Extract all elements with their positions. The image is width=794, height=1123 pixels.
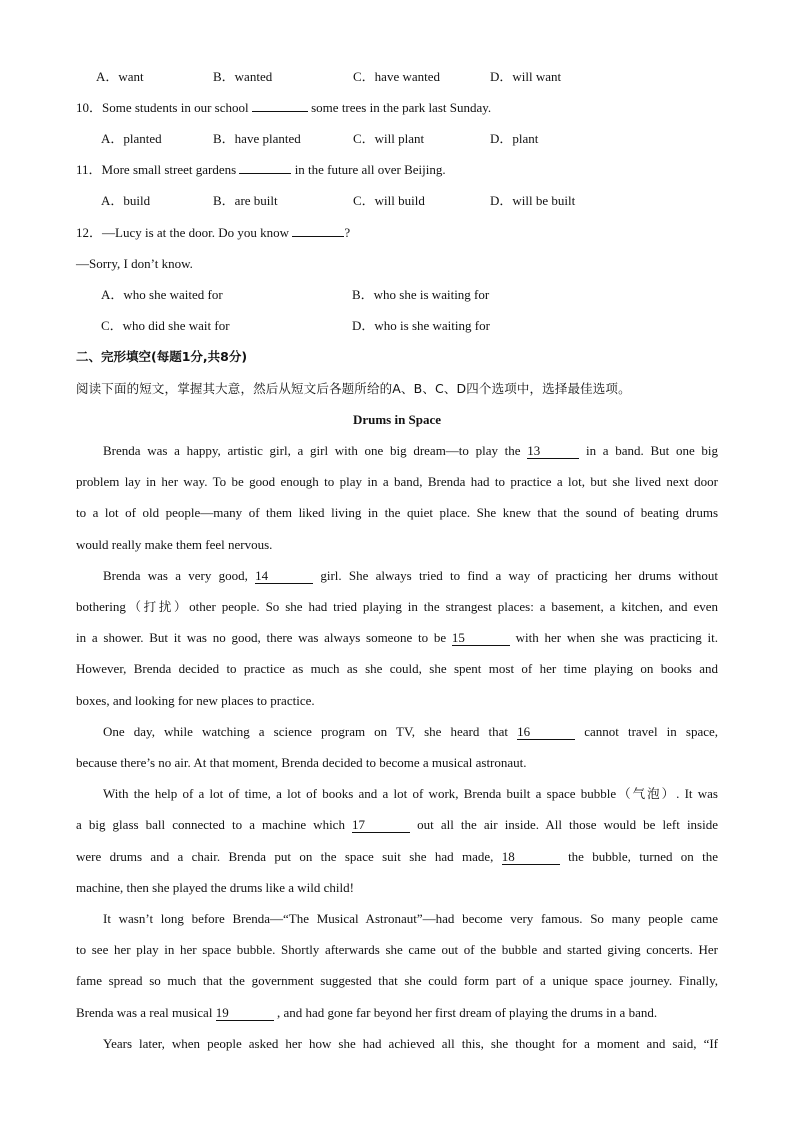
q12-number: 12． xyxy=(76,225,103,240)
q11-stem xyxy=(76,162,446,178)
passage-line: to a lot of old people—many of them liked living in the quiet place. She knew that the sound of beating drums xyxy=(76,505,718,520)
blank-13: 13 xyxy=(527,444,579,459)
q9-option-a: A．want xyxy=(96,69,144,84)
passage-text: the bubble, turned on the xyxy=(568,849,719,864)
passage-line xyxy=(76,724,718,740)
q12-stem xyxy=(76,225,350,241)
passage-line: However, Brenda decided to practice as much as she could, she spent most of her time playing on books and xyxy=(76,661,718,676)
q12-option-a: A．who she waited for xyxy=(101,287,223,302)
q10-text-after: some trees in the park last Sunday. xyxy=(311,100,492,115)
passage-text: with her when she was practicing it. xyxy=(515,630,719,645)
blank-14: 14 xyxy=(255,569,313,584)
passage-line: would really make them feel nervous. xyxy=(76,537,273,552)
q12-blank xyxy=(292,236,344,237)
q11-blank xyxy=(239,173,291,174)
q10-option-c: C．will plant xyxy=(353,131,425,146)
passage-line: to see her play in her space bubble. Shortly afterwards she came out of the bubble and started giving concerts. Her xyxy=(76,942,718,957)
q12-reply: —Sorry, I don’t know. xyxy=(76,256,193,271)
passage-line xyxy=(76,630,718,646)
passage-line xyxy=(76,1005,718,1021)
passage-gloss: （打扰） xyxy=(125,599,190,614)
passage-line: because there’s no air. At that moment, Brenda decided to become a musical astronaut. xyxy=(76,755,527,770)
passage-text: Brenda was a happy, artistic girl, a girl with one big dream—to play the xyxy=(103,443,521,458)
passage-line xyxy=(76,599,718,615)
passage-line xyxy=(76,568,718,584)
section-instruction: 阅读下面的短文，掌握其大意，然后从短文后各题所给的A、B、C、D四个选项中，选择最佳选项。 xyxy=(76,381,631,396)
passage-text: other people. So she had tried playing in the strangest places: a basement, a kitchen, and even xyxy=(189,599,718,614)
q10-option-b: B．have planted xyxy=(213,131,301,146)
passage-line: machine, then she played the drums like a wild child! xyxy=(76,880,354,895)
passage-line: problem lay in her way. To be good enough to play in a band, Brenda had to practice a lot, but she lived next door xyxy=(76,474,718,489)
q11-text-after: in the future all over Beijing. xyxy=(294,162,446,177)
passage-text: in a shower. But it was no good, there was always someone to be xyxy=(76,630,447,645)
passage-line xyxy=(76,849,718,865)
passage-line: Years later, when people asked her how she had achieved all this, she thought for a moment and said, “If xyxy=(103,1036,718,1051)
q9-option-d: D．will want xyxy=(490,69,562,84)
q12-option-b: B．who she is waiting for xyxy=(352,287,490,302)
passage-text: One day, while watching a science program on TV, she heard that xyxy=(103,724,508,739)
passage-line xyxy=(76,443,718,459)
passage-text: a big glass ball connected to a machine which xyxy=(76,817,345,832)
q10-option-d: D．plant xyxy=(490,131,539,146)
passage-text: Brenda was a real musical xyxy=(76,1005,213,1020)
passage-line: fame spread so much that the government suggested that she could form part of a unique space journey. Finally, xyxy=(76,973,718,988)
blank-16: 16 xyxy=(517,725,575,740)
passage-line xyxy=(76,817,718,833)
blank-19: 19 xyxy=(216,1006,274,1021)
q12-option-c: C．who did she wait for xyxy=(101,318,230,333)
q12-option-d: D．who is she waiting for xyxy=(352,318,490,333)
q11-number: 11． xyxy=(76,162,102,177)
section-heading: 二、完形填空(每题1分,共8分) xyxy=(76,349,248,364)
passage-text: Brenda was a very good, xyxy=(103,568,248,583)
passage-line: It wasn’t long before Brenda—“The Musical Astronaut”—had become very famous. So many people came xyxy=(103,911,718,926)
blank-15: 15 xyxy=(452,631,510,646)
q11-option-c: C．will build xyxy=(353,193,425,208)
passage-text: girl. She always tried to find a way of practicing her drums without xyxy=(320,568,719,583)
passage-gloss: （气泡） xyxy=(616,786,677,801)
blank-17: 17 xyxy=(352,818,410,833)
q9-option-b: B．wanted xyxy=(213,69,273,84)
passage-text: . It was xyxy=(676,786,718,801)
q12-text-before: —Lucy is at the door. Do you know xyxy=(102,225,290,240)
q11-option-d: D．will be built xyxy=(490,193,576,208)
passage-text: bothering xyxy=(76,599,126,614)
passage-title: Drums in Space xyxy=(352,412,442,427)
q11-option-a: A．build xyxy=(101,193,151,208)
passage-text: in a band. But one big xyxy=(585,443,719,458)
passage-line xyxy=(76,786,718,802)
q11-option-b: B．are built xyxy=(213,193,278,208)
q11-text-before: More small street gardens xyxy=(101,162,237,177)
passage-text: With the help of a lot of time, a lot of books and a lot of work, Brenda built a space bubble xyxy=(103,786,617,801)
q10-option-a: A．planted xyxy=(101,131,162,146)
q10-blank xyxy=(252,111,308,112)
q12-text-after: ? xyxy=(344,225,351,240)
q9-option-c: C．have wanted xyxy=(353,69,441,84)
q10-number: 10． xyxy=(76,100,103,115)
q10-text-before: Some students in our school xyxy=(102,100,249,115)
q10-stem xyxy=(76,100,491,116)
passage-text: cannot travel in space, xyxy=(584,724,719,739)
blank-18: 18 xyxy=(502,850,560,865)
passage-line: boxes, and looking for new places to practice. xyxy=(76,693,315,708)
passage-text: were drums and a chair. Brenda put on the space suit she had made, xyxy=(76,849,494,864)
passage-text: out all the air inside. All those would be left inside xyxy=(417,817,718,832)
passage-text: , and had gone far beyond her first dream of playing the drums in a band. xyxy=(276,1005,658,1020)
